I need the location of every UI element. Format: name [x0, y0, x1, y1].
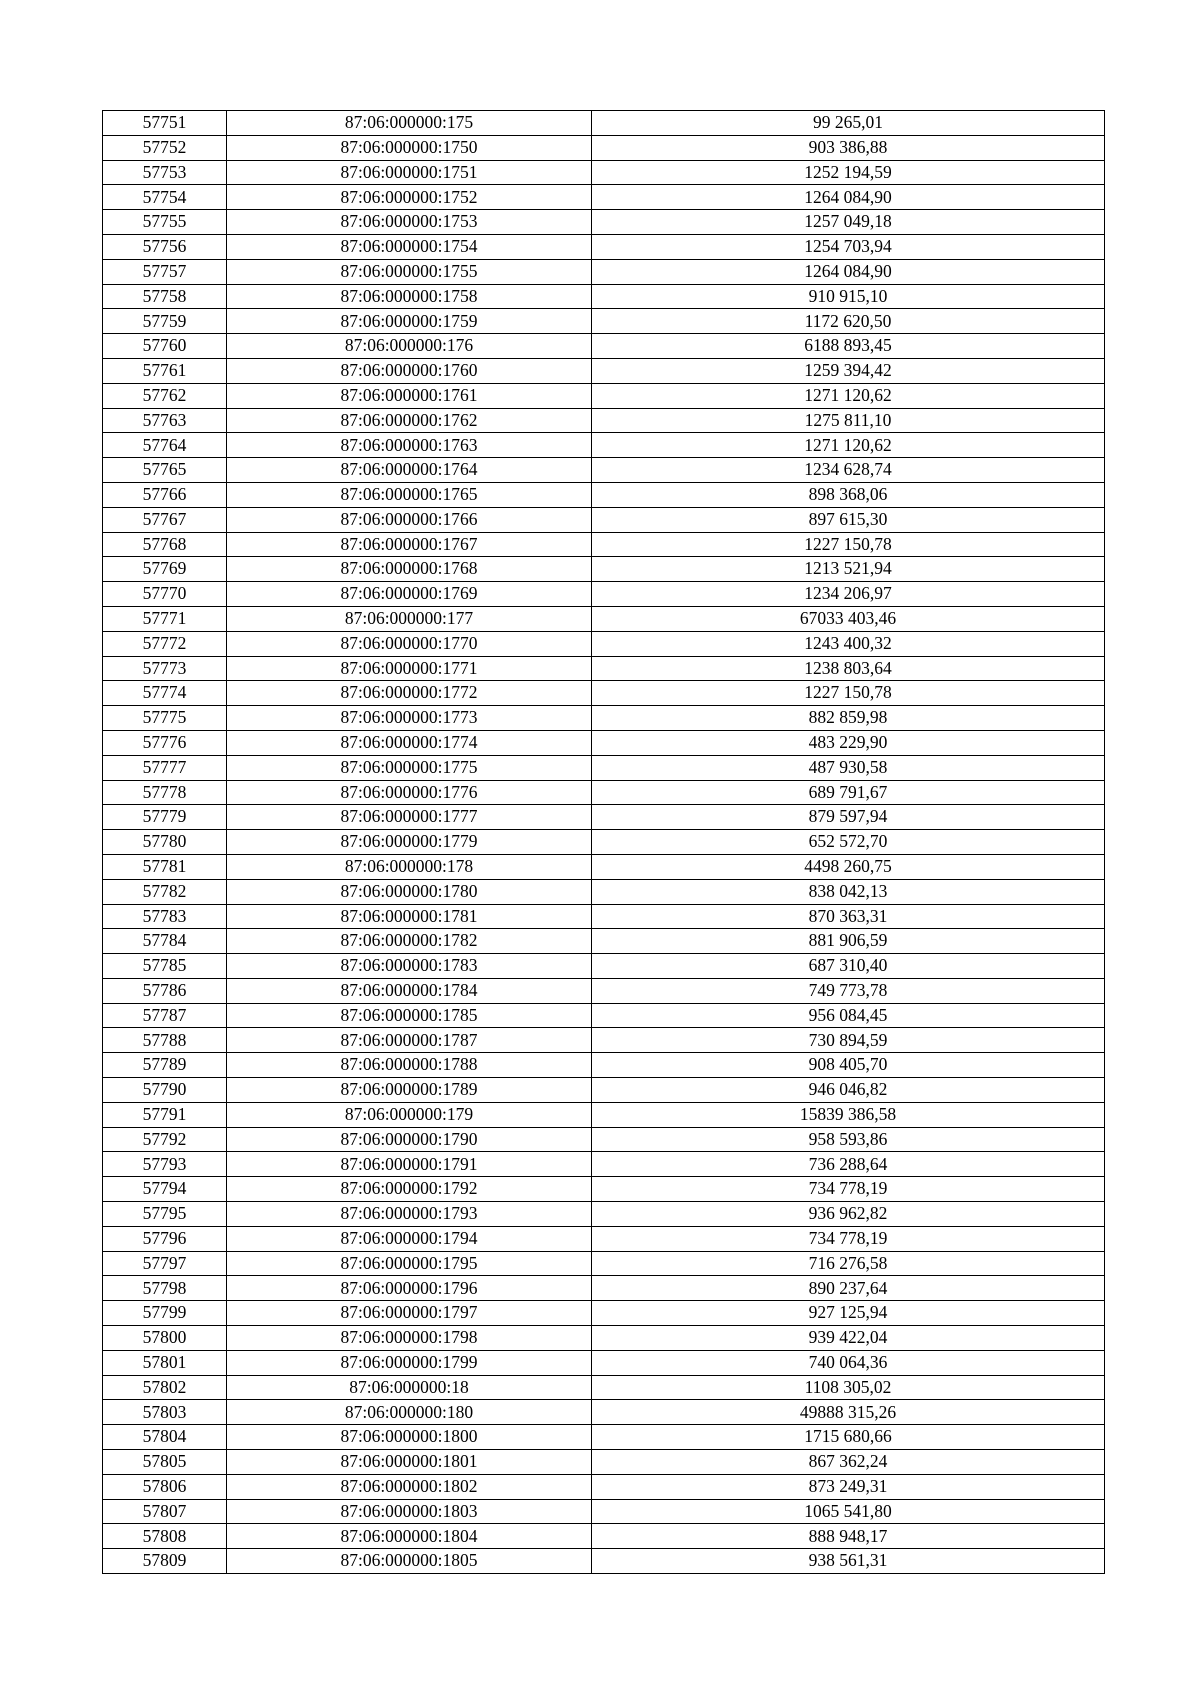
row-number-cell: 57763 — [103, 408, 227, 433]
table-row — [103, 1425, 1105, 1450]
cadastral-number-cell: 87:06:000000:176 — [227, 334, 592, 359]
cadastral-number-cell: 87:06:000000:1790 — [227, 1127, 592, 1152]
row-number-cell: 57766 — [103, 482, 227, 507]
row-number-cell: 57805 — [103, 1450, 227, 1475]
row-number-cell: 57755 — [103, 210, 227, 235]
cadastral-number-cell: 87:06:000000:1761 — [227, 383, 592, 408]
table-row — [103, 557, 1105, 582]
cadastral-number-cell: 87:06:000000:1795 — [227, 1251, 592, 1276]
value-cell: 487 930,58 — [592, 755, 1105, 780]
cadastral-number-cell: 87:06:000000:1785 — [227, 1003, 592, 1028]
cadastral-number-cell: 87:06:000000:1771 — [227, 656, 592, 681]
row-number-cell: 57761 — [103, 358, 227, 383]
table-row — [103, 1028, 1105, 1053]
value-cell: 882 859,98 — [592, 706, 1105, 731]
value-cell: 99 265,01 — [592, 111, 1105, 136]
row-number-cell: 57797 — [103, 1251, 227, 1276]
value-cell: 730 894,59 — [592, 1028, 1105, 1053]
cadastral-number-cell: 87:06:000000:1800 — [227, 1425, 592, 1450]
row-number-cell: 57783 — [103, 904, 227, 929]
value-cell: 1264 084,90 — [592, 185, 1105, 210]
table-row — [103, 1003, 1105, 1028]
cadastral-number-cell: 87:06:000000:1784 — [227, 978, 592, 1003]
cadastral-number-cell: 87:06:000000:1789 — [227, 1078, 592, 1103]
table-row — [103, 210, 1105, 235]
table-row — [103, 185, 1105, 210]
table-row — [103, 1053, 1105, 1078]
table-row — [103, 830, 1105, 855]
table-row — [103, 954, 1105, 979]
row-number-cell: 57754 — [103, 185, 227, 210]
cadastral-number-cell: 87:06:000000:1783 — [227, 954, 592, 979]
table-row — [103, 1127, 1105, 1152]
row-number-cell: 57807 — [103, 1499, 227, 1524]
table-row — [103, 978, 1105, 1003]
value-cell: 888 948,17 — [592, 1524, 1105, 1549]
table-row — [103, 284, 1105, 309]
row-number-cell: 57756 — [103, 234, 227, 259]
table-row — [103, 854, 1105, 879]
cadastral-number-cell: 87:06:000000:179 — [227, 1102, 592, 1127]
value-cell: 936 962,82 — [592, 1202, 1105, 1227]
cadastral-number-cell: 87:06:000000:1805 — [227, 1549, 592, 1574]
table-row — [103, 656, 1105, 681]
value-cell: 1227 150,78 — [592, 532, 1105, 557]
value-cell: 1213 521,94 — [592, 557, 1105, 582]
table-row — [103, 383, 1105, 408]
value-cell: 483 229,90 — [592, 730, 1105, 755]
table-row — [103, 160, 1105, 185]
cadastral-number-cell: 87:06:000000:1769 — [227, 582, 592, 607]
table-row — [103, 681, 1105, 706]
row-number-cell: 57800 — [103, 1326, 227, 1351]
value-cell: 740 064,36 — [592, 1350, 1105, 1375]
value-cell: 838 042,13 — [592, 879, 1105, 904]
cadastral-number-cell: 87:06:000000:1766 — [227, 507, 592, 532]
row-number-cell: 57769 — [103, 557, 227, 582]
cadastral-number-cell: 87:06:000000:1752 — [227, 185, 592, 210]
table-row — [103, 1102, 1105, 1127]
value-cell: 956 084,45 — [592, 1003, 1105, 1028]
row-number-cell: 57771 — [103, 606, 227, 631]
row-number-cell: 57765 — [103, 458, 227, 483]
value-cell: 879 597,94 — [592, 805, 1105, 830]
value-cell: 687 310,40 — [592, 954, 1105, 979]
value-cell: 881 906,59 — [592, 929, 1105, 954]
cadastral-number-cell: 87:06:000000:1792 — [227, 1177, 592, 1202]
table-row — [103, 1226, 1105, 1251]
row-number-cell: 57779 — [103, 805, 227, 830]
value-cell: 15839 386,58 — [592, 1102, 1105, 1127]
table-row — [103, 1251, 1105, 1276]
table-row — [103, 1202, 1105, 1227]
cadastral-number-cell: 87:06:000000:1764 — [227, 458, 592, 483]
table-row — [103, 1078, 1105, 1103]
table-row — [103, 111, 1105, 136]
value-cell: 6188 893,45 — [592, 334, 1105, 359]
table-row — [103, 458, 1105, 483]
cadastral-number-cell: 87:06:000000:1782 — [227, 929, 592, 954]
cadastral-number-cell: 87:06:000000:1760 — [227, 358, 592, 383]
value-cell: 1259 394,42 — [592, 358, 1105, 383]
row-number-cell: 57768 — [103, 532, 227, 557]
value-cell: 898 368,06 — [592, 482, 1105, 507]
value-cell: 1264 084,90 — [592, 259, 1105, 284]
table-row — [103, 1350, 1105, 1375]
table-row — [103, 606, 1105, 631]
row-number-cell: 57790 — [103, 1078, 227, 1103]
value-cell: 897 615,30 — [592, 507, 1105, 532]
row-number-cell: 57809 — [103, 1549, 227, 1574]
value-cell: 689 791,67 — [592, 780, 1105, 805]
row-number-cell: 57786 — [103, 978, 227, 1003]
value-cell: 1065 541,80 — [592, 1499, 1105, 1524]
cadastral-number-cell: 87:06:000000:1758 — [227, 284, 592, 309]
row-number-cell: 57767 — [103, 507, 227, 532]
value-cell: 946 046,82 — [592, 1078, 1105, 1103]
row-number-cell: 57804 — [103, 1425, 227, 1450]
value-cell: 908 405,70 — [592, 1053, 1105, 1078]
cadastral-number-cell: 87:06:000000:180 — [227, 1400, 592, 1425]
cadastral-number-cell: 87:06:000000:175 — [227, 111, 592, 136]
row-number-cell: 57793 — [103, 1152, 227, 1177]
cadastral-number-cell: 87:06:000000:1803 — [227, 1499, 592, 1524]
table-row — [103, 259, 1105, 284]
cadastral-number-cell: 87:06:000000:178 — [227, 854, 592, 879]
cadastral-number-cell: 87:06:000000:1779 — [227, 830, 592, 855]
value-cell: 1108 305,02 — [592, 1375, 1105, 1400]
value-cell: 1254 703,94 — [592, 234, 1105, 259]
cadastral-number-cell: 87:06:000000:1770 — [227, 631, 592, 656]
row-number-cell: 57760 — [103, 334, 227, 359]
table-row — [103, 334, 1105, 359]
value-cell: 870 363,31 — [592, 904, 1105, 929]
row-number-cell: 57808 — [103, 1524, 227, 1549]
cadastral-number-cell: 87:06:000000:1767 — [227, 532, 592, 557]
table-row — [103, 755, 1105, 780]
cadastral-number-cell: 87:06:000000:1775 — [227, 755, 592, 780]
table-row — [103, 1549, 1105, 1574]
value-cell: 1252 194,59 — [592, 160, 1105, 185]
value-cell: 1275 811,10 — [592, 408, 1105, 433]
cadastral-number-cell: 87:06:000000:1773 — [227, 706, 592, 731]
table-row — [103, 1177, 1105, 1202]
cadastral-number-cell: 87:06:000000:1753 — [227, 210, 592, 235]
row-number-cell: 57806 — [103, 1474, 227, 1499]
row-number-cell: 57758 — [103, 284, 227, 309]
value-cell: 910 915,10 — [592, 284, 1105, 309]
value-cell: 1227 150,78 — [592, 681, 1105, 706]
cadastral-number-cell: 87:06:000000:1802 — [227, 1474, 592, 1499]
value-cell: 1271 120,62 — [592, 383, 1105, 408]
value-cell: 1234 206,97 — [592, 582, 1105, 607]
cadastral-number-cell: 87:06:000000:1765 — [227, 482, 592, 507]
row-number-cell: 57770 — [103, 582, 227, 607]
row-number-cell: 57798 — [103, 1276, 227, 1301]
value-cell: 938 561,31 — [592, 1549, 1105, 1574]
cadastral-number-cell: 87:06:000000:1751 — [227, 160, 592, 185]
registry-table-body — [103, 111, 1105, 1574]
row-number-cell: 57795 — [103, 1202, 227, 1227]
value-cell: 1238 803,64 — [592, 656, 1105, 681]
cadastral-number-cell: 87:06:000000:1768 — [227, 557, 592, 582]
table-row — [103, 1524, 1105, 1549]
table-row — [103, 1152, 1105, 1177]
row-number-cell: 57753 — [103, 160, 227, 185]
table-row — [103, 879, 1105, 904]
table-row — [103, 234, 1105, 259]
row-number-cell: 57799 — [103, 1301, 227, 1326]
table-row — [103, 730, 1105, 755]
value-cell: 958 593,86 — [592, 1127, 1105, 1152]
value-cell: 736 288,64 — [592, 1152, 1105, 1177]
table-row — [103, 1276, 1105, 1301]
value-cell: 1243 400,32 — [592, 631, 1105, 656]
cadastral-number-cell: 87:06:000000:1799 — [227, 1350, 592, 1375]
row-number-cell: 57796 — [103, 1226, 227, 1251]
table-row — [103, 780, 1105, 805]
table-row — [103, 135, 1105, 160]
cadastral-number-cell: 87:06:000000:1793 — [227, 1202, 592, 1227]
row-number-cell: 57762 — [103, 383, 227, 408]
value-cell: 890 237,64 — [592, 1276, 1105, 1301]
row-number-cell: 57791 — [103, 1102, 227, 1127]
row-number-cell: 57789 — [103, 1053, 227, 1078]
value-cell: 927 125,94 — [592, 1301, 1105, 1326]
cadastral-number-cell: 87:06:000000:1797 — [227, 1301, 592, 1326]
table-row — [103, 1375, 1105, 1400]
cadastral-number-cell: 87:06:000000:1794 — [227, 1226, 592, 1251]
row-number-cell: 57775 — [103, 706, 227, 731]
cadastral-number-cell: 87:06:000000:1759 — [227, 309, 592, 334]
row-number-cell: 57784 — [103, 929, 227, 954]
cadastral-number-cell: 87:06:000000:1755 — [227, 259, 592, 284]
row-number-cell: 57794 — [103, 1177, 227, 1202]
cadastral-number-cell: 87:06:000000:1781 — [227, 904, 592, 929]
row-number-cell: 57774 — [103, 681, 227, 706]
cadastral-number-cell: 87:06:000000:1787 — [227, 1028, 592, 1053]
row-number-cell: 57787 — [103, 1003, 227, 1028]
cadastral-number-cell: 87:06:000000:1774 — [227, 730, 592, 755]
table-row — [103, 929, 1105, 954]
cadastral-number-cell: 87:06:000000:1763 — [227, 433, 592, 458]
value-cell: 652 572,70 — [592, 830, 1105, 855]
value-cell: 1257 049,18 — [592, 210, 1105, 235]
value-cell: 716 276,58 — [592, 1251, 1105, 1276]
row-number-cell: 57782 — [103, 879, 227, 904]
cadastral-number-cell: 87:06:000000:1791 — [227, 1152, 592, 1177]
row-number-cell: 57759 — [103, 309, 227, 334]
table-row — [103, 805, 1105, 830]
row-number-cell: 57777 — [103, 755, 227, 780]
row-number-cell: 57781 — [103, 854, 227, 879]
value-cell: 49888 315,26 — [592, 1400, 1105, 1425]
value-cell: 1234 628,74 — [592, 458, 1105, 483]
row-number-cell: 57776 — [103, 730, 227, 755]
value-cell: 1172 620,50 — [592, 309, 1105, 334]
table-row — [103, 1450, 1105, 1475]
table-row — [103, 532, 1105, 557]
value-cell: 903 386,88 — [592, 135, 1105, 160]
row-number-cell: 57751 — [103, 111, 227, 136]
table-row — [103, 433, 1105, 458]
table-row — [103, 1400, 1105, 1425]
registry-table — [102, 110, 1105, 1574]
cadastral-number-cell: 87:06:000000:1801 — [227, 1450, 592, 1475]
value-cell: 4498 260,75 — [592, 854, 1105, 879]
row-number-cell: 57757 — [103, 259, 227, 284]
cadastral-number-cell: 87:06:000000:177 — [227, 606, 592, 631]
cadastral-number-cell: 87:06:000000:1754 — [227, 234, 592, 259]
row-number-cell: 57772 — [103, 631, 227, 656]
row-number-cell: 57773 — [103, 656, 227, 681]
value-cell: 939 422,04 — [592, 1326, 1105, 1351]
cadastral-number-cell: 87:06:000000:1788 — [227, 1053, 592, 1078]
value-cell: 873 249,31 — [592, 1474, 1105, 1499]
row-number-cell: 57780 — [103, 830, 227, 855]
table-row — [103, 1474, 1105, 1499]
table-row — [103, 309, 1105, 334]
row-number-cell: 57764 — [103, 433, 227, 458]
row-number-cell: 57792 — [103, 1127, 227, 1152]
row-number-cell: 57801 — [103, 1350, 227, 1375]
table-row — [103, 358, 1105, 383]
cadastral-number-cell: 87:06:000000:18 — [227, 1375, 592, 1400]
table-row — [103, 631, 1105, 656]
table-row — [103, 904, 1105, 929]
row-number-cell: 57788 — [103, 1028, 227, 1053]
cadastral-number-cell: 87:06:000000:1798 — [227, 1326, 592, 1351]
value-cell: 734 778,19 — [592, 1177, 1105, 1202]
table-row — [103, 408, 1105, 433]
row-number-cell: 57802 — [103, 1375, 227, 1400]
row-number-cell: 57785 — [103, 954, 227, 979]
cadastral-number-cell: 87:06:000000:1780 — [227, 879, 592, 904]
table-row — [103, 482, 1105, 507]
value-cell: 1271 120,62 — [592, 433, 1105, 458]
table-row — [103, 507, 1105, 532]
cadastral-number-cell: 87:06:000000:1796 — [227, 1276, 592, 1301]
value-cell: 67033 403,46 — [592, 606, 1105, 631]
table-row — [103, 582, 1105, 607]
value-cell: 734 778,19 — [592, 1226, 1105, 1251]
table-row — [103, 1499, 1105, 1524]
table-row — [103, 706, 1105, 731]
row-number-cell: 57803 — [103, 1400, 227, 1425]
cadastral-number-cell: 87:06:000000:1776 — [227, 780, 592, 805]
table-row — [103, 1301, 1105, 1326]
cadastral-number-cell: 87:06:000000:1777 — [227, 805, 592, 830]
value-cell: 1715 680,66 — [592, 1425, 1105, 1450]
cadastral-number-cell: 87:06:000000:1762 — [227, 408, 592, 433]
value-cell: 867 362,24 — [592, 1450, 1105, 1475]
cadastral-number-cell: 87:06:000000:1750 — [227, 135, 592, 160]
value-cell: 749 773,78 — [592, 978, 1105, 1003]
row-number-cell: 57778 — [103, 780, 227, 805]
cadastral-number-cell: 87:06:000000:1804 — [227, 1524, 592, 1549]
table-row — [103, 1326, 1105, 1351]
row-number-cell: 57752 — [103, 135, 227, 160]
cadastral-number-cell: 87:06:000000:1772 — [227, 681, 592, 706]
